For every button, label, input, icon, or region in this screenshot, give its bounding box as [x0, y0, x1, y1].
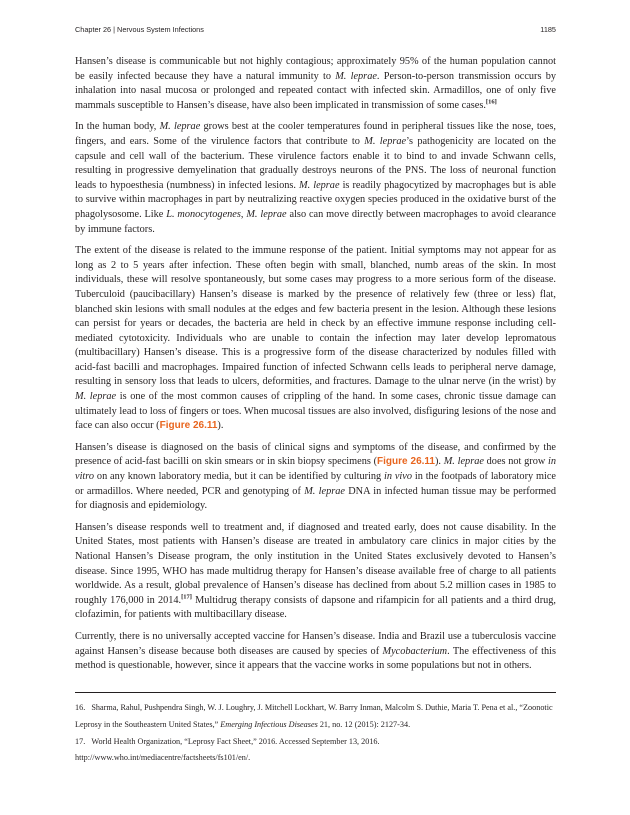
- body-text: [75, 55, 556, 681]
- footnotes: [75, 700, 556, 767]
- citation-17[interactable]: [17]: [181, 593, 192, 601]
- paragraph-transmission: Hansen’s disease is communicable but not highly contagious; approximately 95% of the human population cannot be easily infected because they have a natural immunity to M. leprae. Person-to-person transmission occurs by inhalation into nasal mucosa or prolonged and repeated contact with infected skin. Armadillos, one of only five mammals susceptible to Hansen’s disease, have also been implicated in transmission of some cases.[16]: [75, 56, 557, 111]
- chapter-title: Chapter 26 | Nervous System Infections: [75, 25, 204, 34]
- paragraph-diagnosis: Hansen’s disease is diagnosed on the basis of clinical signs and symptoms of the disease, and confirmed by the presence of acid-fast bacilli on skin smears or in skin biopsy specimens (Figure 26.11). M. leprae does not grow in vitro on any known laboratory media, but it can be identified by culturing in vivo in the footpads of laboratory mice or armadillos. Where needed, PCR and genotyping of M. leprae DNA in infected human tissue may be performed for diagnosis and epidemiology.: [75, 441, 557, 512]
- figure-link-26-11[interactable]: Figure 26.11: [159, 420, 218, 432]
- paragraph-pathogenesis: In the human body, M. leprae grows best at the cooler temperatures found in peripheral tissues like the nose, toes, fingers, and ears. Some of the virulence factors that contribute to M. leprae’s pathogenicity are located on the capsule and cell wall of the bacterium. These virulence factors enable it to bind to and invade Schwann cells, resulting in progressive demyelination that gradually destroys neurons of the PNS. The loss of neuronal function leads to hypoesthesia (numbness) in infected lesions. M. leprae is readily phagocytized by macrophages but is able to survive within macrophages in part by neutralizing reactive oxygen species produced in the oxidative burst of the phagolysosome. Like L. monocytogenes, M. leprae also can move directly between macrophages to avoid clearance by immune factors.: [75, 121, 556, 235]
- paragraph-vaccine: Currently, there is no universally accepted vaccine for Hansen’s disease. India and Brazil use a tuberculosis vaccine against Hansen’s disease because both diseases are caused by species of Mycobacterium. The effectiveness of this method is questionable, however, since it appears that the vaccine works in some populations but not in others.: [75, 630, 556, 672]
- citation-16[interactable]: [16]: [485, 98, 497, 106]
- figure-link-26-11[interactable]: Figure 26.11: [377, 456, 435, 468]
- paragraph-treatment: Hansen’s disease responds well to treatment and, if diagnosed and treated early, does not cause disability. In the United States, most patients with Hansen’s disease are treated in ambulatory care clinics in major cities by the National Hansen’s Disease program, the only institution in the United States exclusively devoted to Hansen’s disease. Since 1995, WHO has made multidrug therapy for Hansen’s disease available free of charge to all patients worldwide. As a result, global prevalence of Hansen’s disease has declined from about 5.2 million cases in 1985 to roughly 176,000 in 2014.[17] Multidrug therapy consists of dapsone and rifampicin for all patients and a third drug, clofazimin, for patients with multibacillary disease.: [75, 521, 556, 621]
- paragraph-symptoms: The extent of the disease is related to the immune response of the patient. Initial symptoms may not appear for as long as 2 to 5 years after infection. These often begin with small, blanched, numb areas of the skin. In most individuals, these will resolve spontaneously, but some cases may progress to a more serious form of the disease. Tuberculoid (paucibacillary) Hansen’s disease is marked by the presence of relatively few (three or less) flat, blanched skin lesions with small nodules at the edges and few bacteria present in the lesion. Although these lesions can persist for years or decades, the bacteria are held in check by an effective immune response including cell-mediated cytotoxicity. Individuals who are unable to contain the infection may later develop lepromatous (multibacillary) Hansen’s disease. This is a progressive form of the disease characterized by nodules filled with acid-fast bacilli and macrophages. Impaired function of infected Schwann cells leads to peripheral nerve damage, resulting in sensory loss that leads to ulcers, deformities, and fractures. Damage to the ulnar nerve (in the wrist) by M. leprae is one of the most common causes of crippling of the hand. In some cases, chronic tissue damage can ultimately lead to loss of fingers or toes. When mucosal tissues are also involved, disfiguring lesions of the nose and face can also occur (Figure 26.11).: [75, 245, 557, 432]
- running-header: [75, 25, 556, 34]
- footnote-divider: [75, 692, 556, 693]
- page-number: 1185: [540, 25, 556, 34]
- footnote-17: 17. World Health Organization, “Leprosy Fact Sheet,” 2016. Accessed September 13, 2016. http://www.who.int/mediacentre/factsheets/fs101/en/.: [75, 736, 380, 763]
- footnote-17-text: World Health Organization, “Leprosy Fact Sheet,” 2016. Accessed September 13, 2016. http://www.who.int/mediacentre/factsheets/fs101/en/.: [75, 736, 380, 763]
- footnote-16: 16. Sharma, Rahul, Pushpendra Singh, W. J. Loughry, J. Mitchell Lockhart, W. Barry Inman, Malcolm S. Duthie, Maria T. Pena et al., “Zoonotic Leprosy in the Southeastern United States,” Emerging Infectious Diseases 21, no. 12 (2015): 2127-34.: [75, 703, 553, 729]
